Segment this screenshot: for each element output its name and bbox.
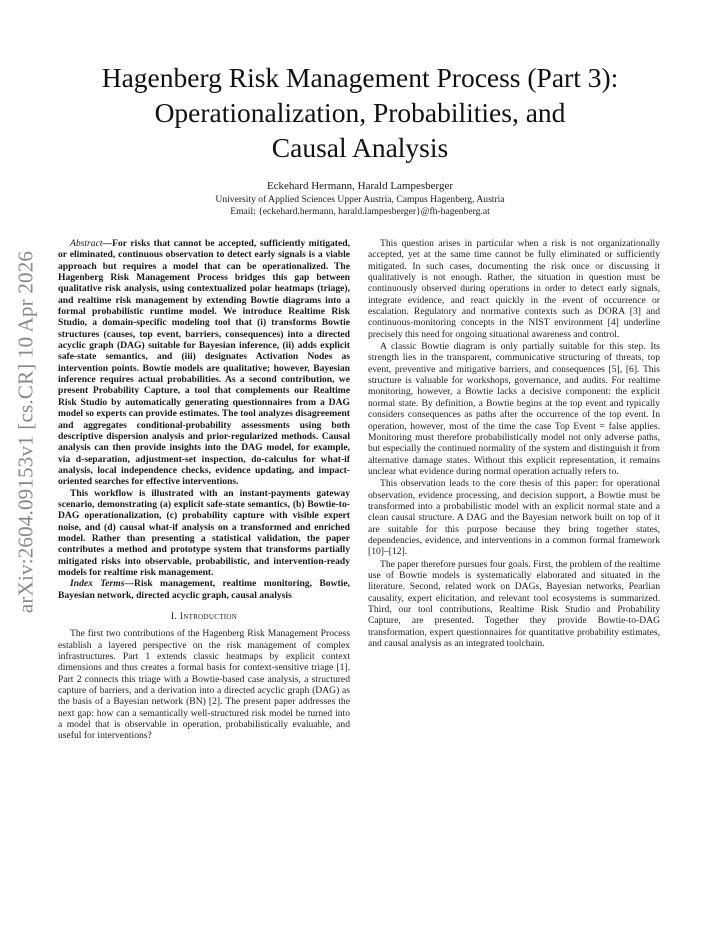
abstract-text: —For risks that cannot be accepted, sufficiently mitigated, or eliminated, continuous observation to detect early signals is a viable approach but requires a model that can be operationalized. The Hagenberg Risk Management Process bridges this gap between qualitative risk analysis, using contextualized polar heatmaps (triage), and realtime risk management by extending Bowtie diagrams into a formal probabilistic runtime model. We introduce Realtime Risk Studio, a domain-specific modeling tool that (i) transforms Bowtie structures (causes, top event, barriers, consequences) into a directed acyclic graph (DAG) suitable for Bayesian inference, (ii) adds explicit safe-state semantics, and (iii) designates Activation Nodes as intervention points. Bowtie models are qualitative; however, Bayesian inference requires actual probabilities. As a second contribution, we present Probability Capture, a tool that complements our Realtime Risk Studio by automatically generating questionnaires from a DAG model so experts can provide estimates. The tool analyzes disagreement and aggregates conditional-probability assessments using both descriptive dispersion analysis and prior-regularized methods. Causal analysis can then provide insights into the DAG model, for example, via d-separation, adjustment-set inspection, do-calculus for what-if analysis, local independence checks, evidence updating, and impact-oriented searches for effective interventions. [58,238,350,488]
right-column [368,238,660,649]
arxiv-side-identifier [10,250,42,614]
body-paragraph-3: This observation leads to the core thesis of this paper: for operational observation, evidence processing, and decision support, a Bowtie must be transformed into a probabilistic model with an explicit normal state and a clean causal structure. A DAG and the Bayesian network built on top of it are suitable for this purpose because they bring together states, dependencies, evidence, and interventions in a common formal framework [10]–[12]. [368,478,660,558]
paper-title [60,60,660,165]
body-paragraph-4: The paper therefore pursues four goals. First, the problem of the realtime use of Bowtie models is systematically elaborated and situated in the literature. Second, related work on DAGs, Bayesian networks, Pearlian causality, expert elicitation, and relevant tool ecosystems is summarized. Third, our tool contributions, Realtime Risk Studio and Probability Capture, are presented. Together they provide Bowtie-to-DAG transformation, expert questionnaires for quantitative probability estimates, and causal analysis as an integrated toolchain. [368,558,660,650]
title-line-1: Hagenberg Risk Management Process (Part 3): [101,62,619,93]
arxiv-id-text: arXiv:2604.09153v1 [cs.CR] 10 Apr 2026 [13,250,38,614]
title-line-3: Causal Analysis [271,132,449,163]
abstract-lead: Abstract [70,238,103,249]
body-paragraph-2: A classic Bowtie diagram is only partially suitable for this step. Its strength lies in the transparent, communicative structuring of threats, top event, preventive and mitigative barriers, and consequences [5], [6]. This structure is valuable for workshops, governance, and audits. For realtime monitoring, however, a Bowtie lacks a decisive component: the explicit normal state. By definition, a Bowtie begins at the top event and typically considers consequences as paths after the occurrence of the top event. In operation, however, most of the time the case Top Event = false applies. Monitoring must therefore probabilistically model not only adverse paths, but especially the continued normality of the system and distinguish it from alternative damage states. Without this explicit representation, it remains unclear what evidence during normal operation actually refers to. [368,341,660,477]
intro-paragraph: The first two contributions of the Hagenberg Risk Management Process establish a layered perspective on the risk management of complex infrastructures. Part 1 extends classic heatmaps by explicit context dimensions and thus creates a formal basis for context-sensitive triage [1]. Part 2 connects this triage with a Bowtie-based case analysis, a structured capture of barriers, and a derivation into a directed acyclic graph (DAG) as the basis of a Bayesian network (BN) [2]. The present paper addresses the next gap: how can a semantically well-structured risk model be turned into a model that is observable in operation, probabilistically evaluable, and useful for interventions? [58,628,350,742]
index-terms [58,578,350,601]
title-line-2: Operationalization, Probabilities, and [154,97,566,128]
index-terms-text: —Risk management, realtime monitoring, Bowtie, Bayesian network, directed acyclic graph, causal analysis [58,578,350,601]
body-paragraph-1: This question arises in particular when a risk is not organizationally accepted, yet at the same time cannot be fully eliminated or sufficiently mitigated. In such cases, documenting the risk once or discussing it qualitatively is not enough. Rather, the situation in question must be continuously observed during operations in order to detect early signals, integrate evidence, and react quickly in the event of occurrence or escalation. Regulatory and normative contexts such as DORA [3] and continuous-monitoring concepts in the NIST environment [4] underline precisely this need for ongoing situational awareness and control. [368,238,660,340]
abstract [58,238,350,488]
index-terms-lead: Index Terms [70,578,125,590]
affiliation: University of Applied Sciences Upper Austria, Campus Hagenberg, Austria [215,194,505,205]
authors: Eckehard Hermann, Harald Lampesberger [266,180,454,192]
abstract-continued: This workflow is illustrated with an instant-payments gateway scenario, demonstrating (a) explicit safe-state semantics, (b) Bowtie-to-DAG operationalization, (c) probability capture with visible expert noise, and (d) causal what-if analysis on a transformed and enriched model. Rather than presenting a statistical validation, the paper contributes a method and prototype system that transforms partially mitigated risks into observable, probabilistic, and intervention-ready models for realtime risk management. [58,487,350,578]
email: Email: {eckehard.hermann, harald.lampesberger}@fh-hagenberg.at [230,206,490,217]
section-heading: I. Introduction [170,611,238,622]
left-column [58,238,350,742]
